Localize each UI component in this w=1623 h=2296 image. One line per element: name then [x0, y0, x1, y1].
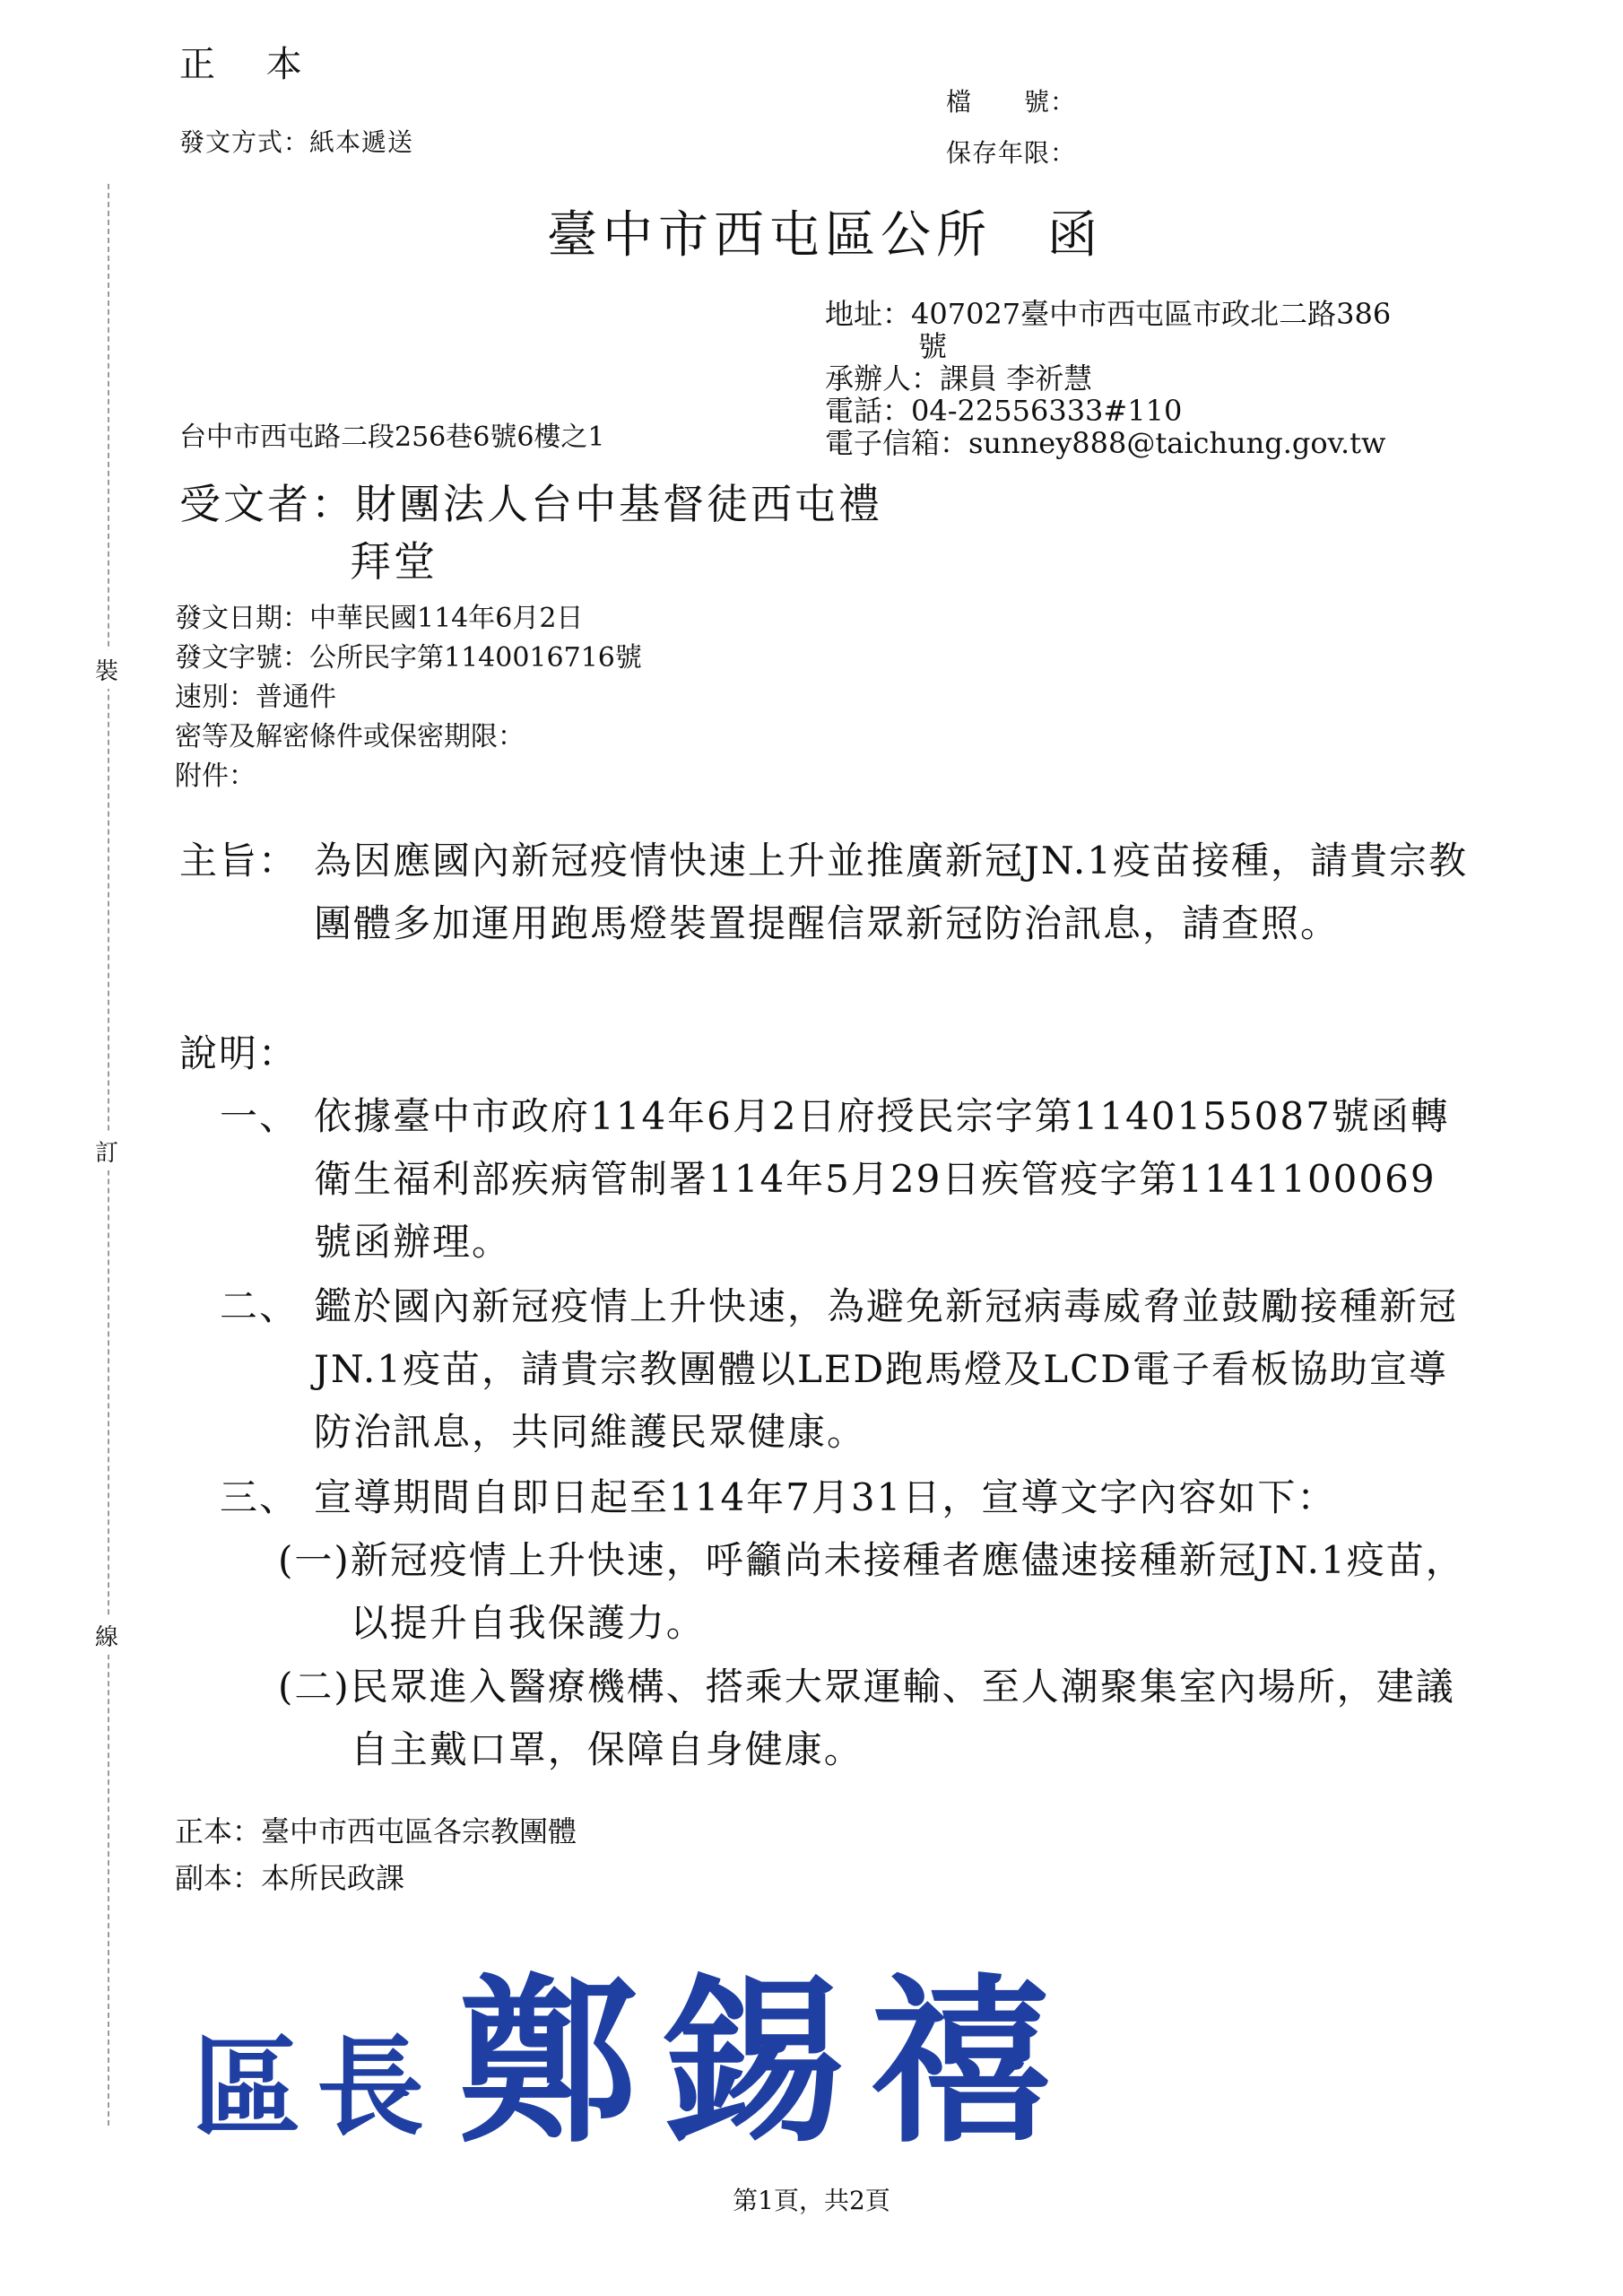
explanation-label: 說明：	[179, 1031, 299, 1075]
issue-date: 發文日期：中華民國114年6月2日	[175, 603, 584, 634]
subject-label: 主旨：	[179, 839, 299, 883]
binding-mark-xian: 線	[95, 1616, 118, 1655]
binding-mark-ding: 訂	[95, 1132, 118, 1170]
recipient-address: 台中市西屯路二段256巷6號6樓之1	[179, 422, 605, 453]
explanation-item	[220, 1275, 1475, 1464]
distribution-main: 正本：臺中市西屯區各宗教團體	[175, 1814, 577, 1848]
subject-block	[179, 830, 1471, 955]
contact-officer: 承辦人：課員 李祈慧	[825, 361, 1093, 396]
confidentiality: 密等及解密條件或保密期限：	[175, 721, 525, 752]
distribution-block	[175, 1808, 577, 1901]
contact-block	[825, 298, 1391, 459]
item-number: 三、	[220, 1475, 299, 1519]
sub-item-number: (一)	[278, 1538, 351, 1582]
send-method: 發文方式：紙本遞送	[179, 127, 414, 157]
item-text: 鑑於國內新冠疫情上升快速，為避免新冠病毒威脅並鼓勵接種新冠JN.1疫苗，請貴宗教團體以LED跑馬燈及LCD電子看板協助宣導防治訊息，共同維護民眾健康。	[314, 1284, 1459, 1454]
binding-mark-zhuang: 裝	[95, 650, 118, 689]
recipient-line2: 拜堂	[350, 537, 438, 586]
item-text: 宣導期間自即日起至114年7月31日，宣導文字內容如下：	[314, 1475, 1337, 1519]
sub-item-number: (二)	[278, 1665, 351, 1709]
doc-number: 發文字號：公所民字第1140016716號	[175, 642, 642, 674]
file-number: 檔 號：	[946, 87, 1077, 117]
contact-address-cont: 號	[918, 329, 948, 363]
contact-phone: 電話：04-22556333#110	[825, 394, 1183, 428]
meta-block	[175, 599, 642, 796]
item-number: 一、	[220, 1094, 299, 1138]
item-number: 二、	[220, 1284, 299, 1328]
copy-type: 正 本	[179, 44, 322, 85]
sub-item-text: 民眾進入醫療機構、搭乘大眾運輸、至人潮聚集室內場所，建議自主戴口罩，保障自身健康。	[350, 1665, 1455, 1771]
explanation-sub-item	[278, 1656, 1475, 1781]
distribution-copy: 副本：本所民政課	[175, 1861, 405, 1895]
official-seal	[193, 1919, 1077, 2177]
attachment: 附件：	[175, 761, 256, 792]
item-text: 依據臺中市政府114年6月2日府授民宗字第1140155087號函轉衛生福利部疾病管制署114年5月29日疾管疫字第1141100069號函辦理。	[314, 1094, 1450, 1264]
retention-period: 保存年限：	[946, 138, 1077, 168]
seal-title: 區長	[193, 2026, 440, 2151]
explanation-sub-item	[278, 1529, 1475, 1655]
recipient-line1: 受文者：財團法人台中基督徒西屯禮	[179, 480, 882, 528]
contact-address: 地址：407027臺中市西屯區市政北二路386	[825, 297, 1392, 331]
document-title: 臺中市西屯區公所 函	[547, 206, 1103, 265]
speed-class: 速別：普通件	[175, 682, 336, 713]
page-number: 第1頁，共2頁	[733, 2186, 890, 2215]
sub-item-text: 新冠疫情上升快速，呼籲尚未接種者應儘速接種新冠JN.1疫苗，以提升自我保護力。	[350, 1538, 1465, 1645]
seal-name: 鄭錫禧	[458, 1959, 1078, 2168]
contact-email: 電子信箱：sunney888@taichung.gov.tw	[825, 426, 1386, 460]
explanation-item	[220, 1466, 1475, 1529]
subject-text: 為因應國內新冠疫情快速上升並推廣新冠JN.1疫苗接種，請貴宗教團體多加運用跑馬燈裝置提醒信眾新冠防治訊息，請查照。	[314, 839, 1468, 945]
recipient	[179, 475, 882, 590]
explanation-item	[220, 1085, 1475, 1274]
